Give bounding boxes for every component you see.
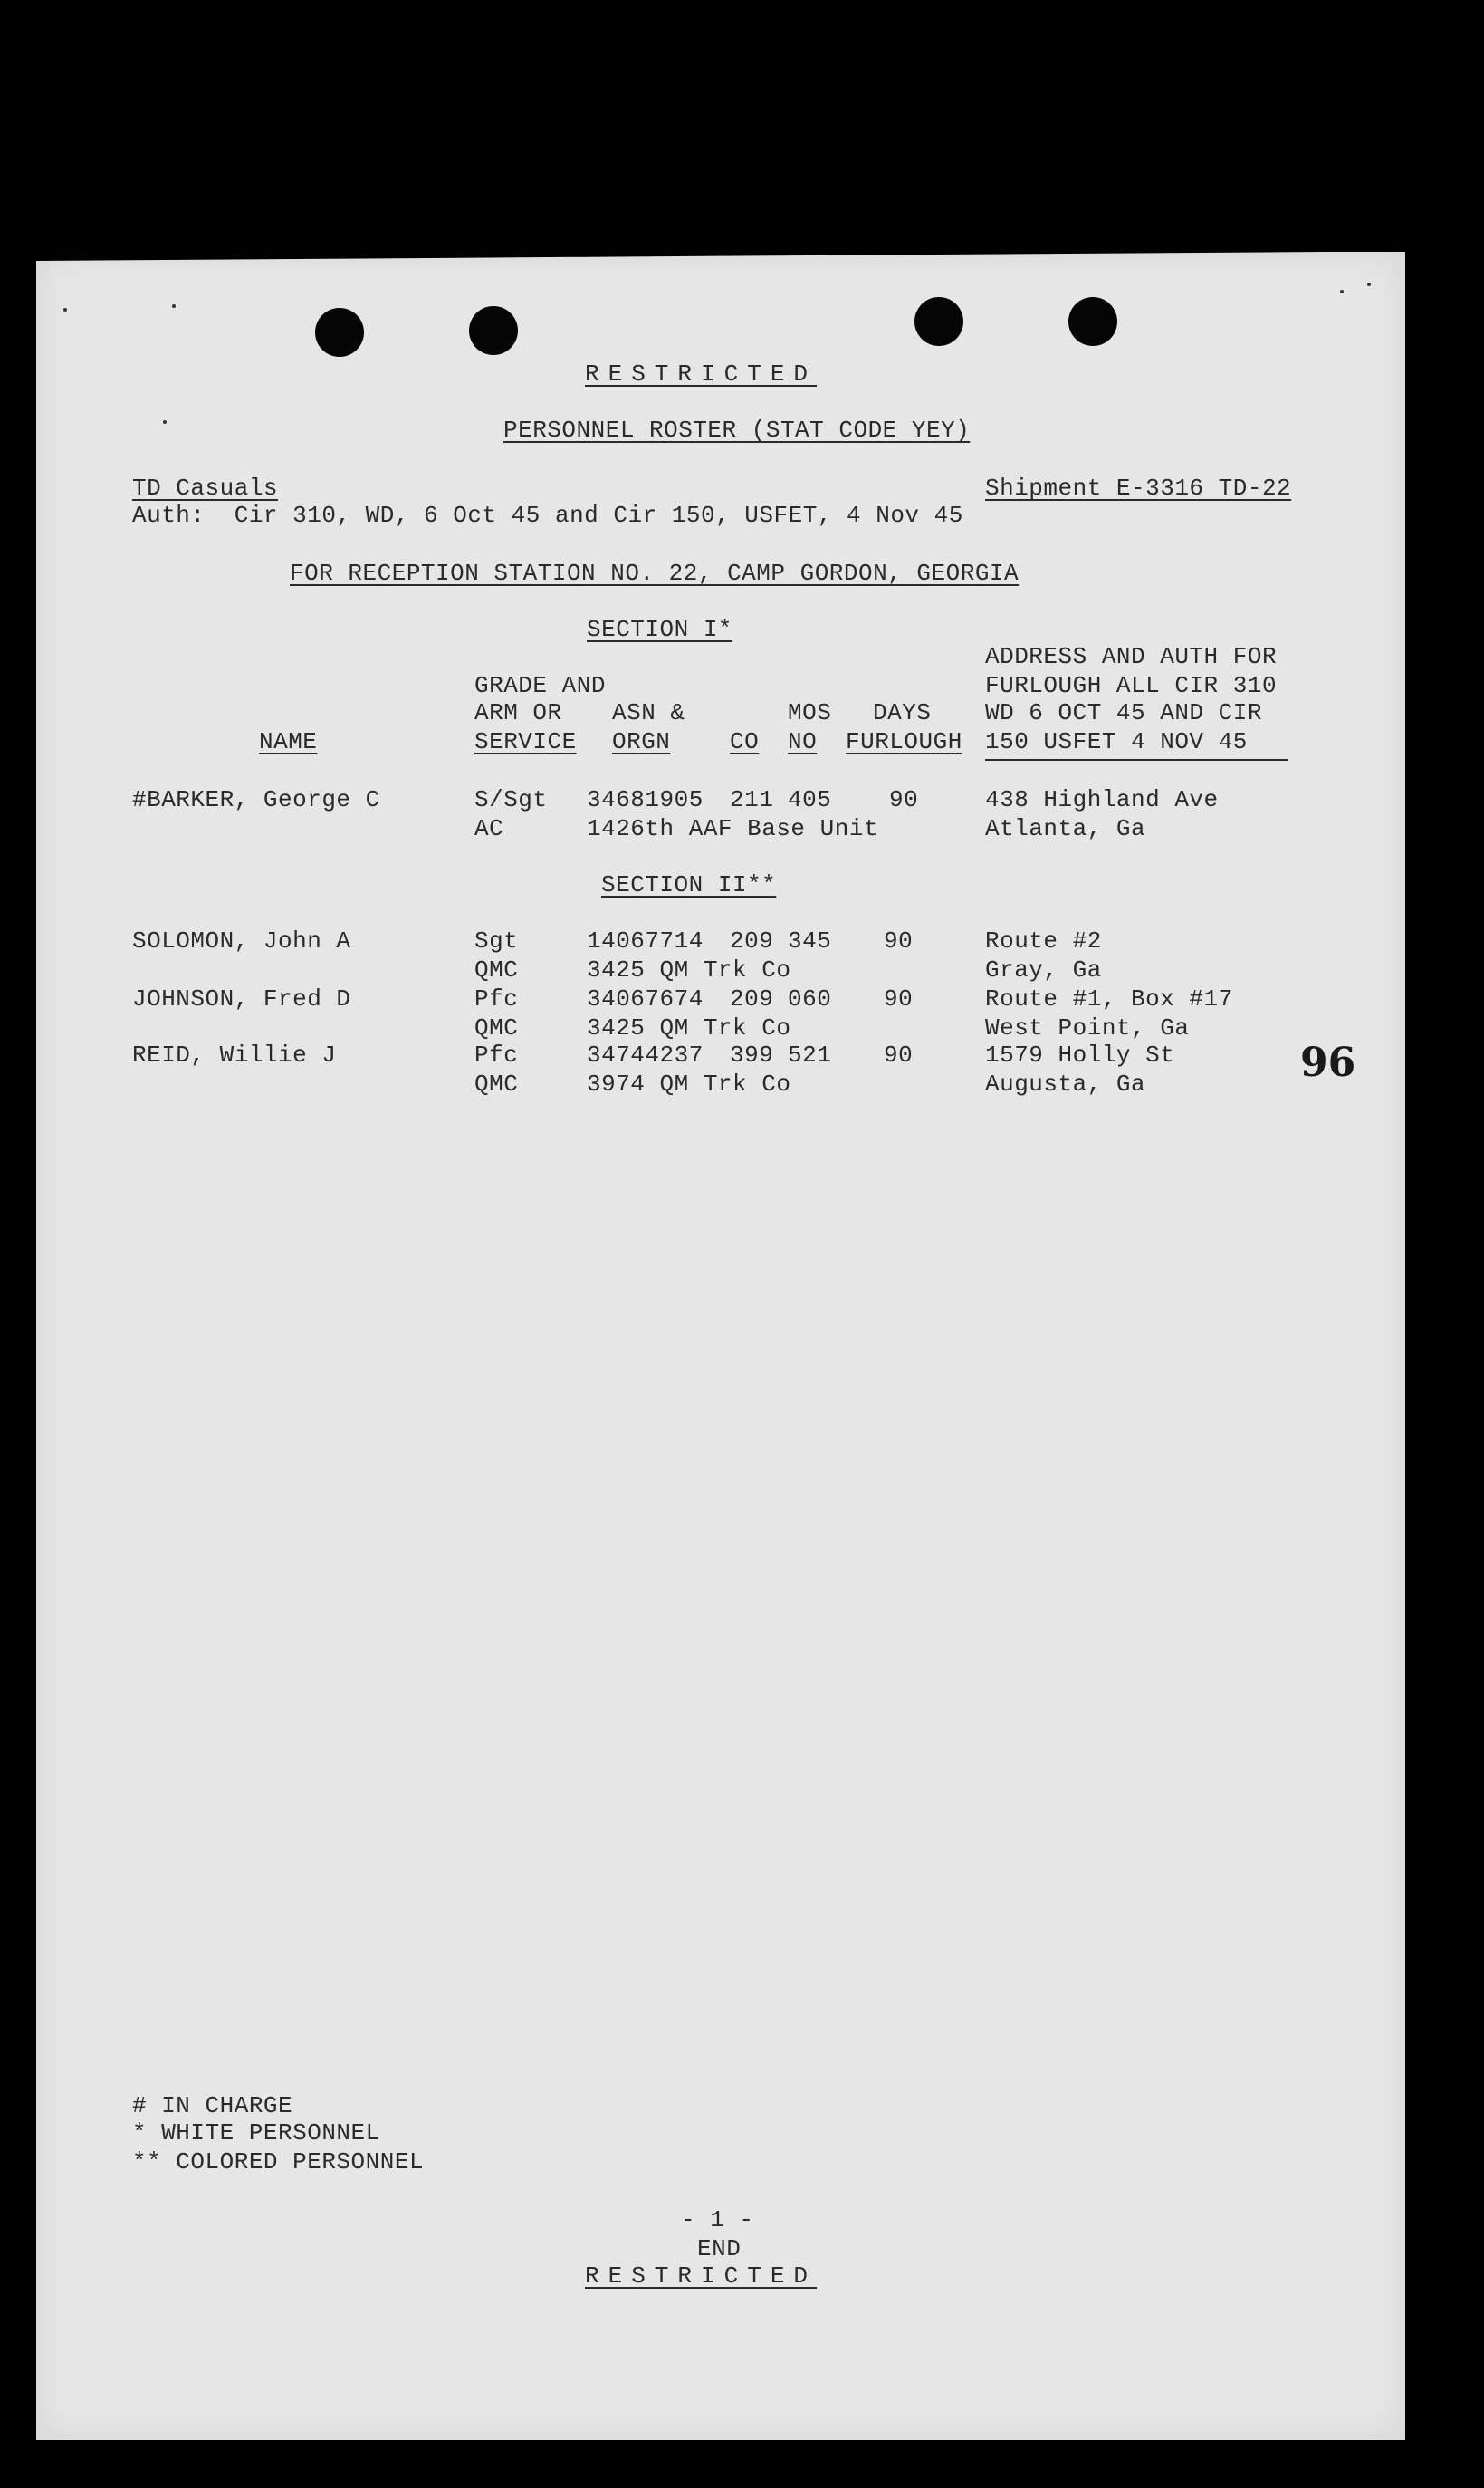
punch-hole [1068,297,1117,346]
legend-line: * WHITE PERSONNEL [132,2119,380,2147]
person-address: Route #1, Box #17 [985,985,1233,1013]
legend-line: # IN CHARGE [132,2092,293,2119]
person-orgn: 1426th AAF Base Unit [587,815,879,842]
col-address-header: ADDRESS AND AUTH FOR [985,643,1278,670]
legend-line: ** COLORED PERSONNEL [132,2148,425,2176]
punch-hole [315,308,364,357]
col-asn-header: ASN & [612,699,685,726]
col-name-header: NAME [259,728,318,755]
person-grade: Pfc [474,985,519,1013]
unit-label: TD Casuals [132,475,279,502]
person-orgn: 3974 QM Trk Co [587,1071,791,1098]
classification-header: RESTRICTED [585,360,818,388]
person-co: 399 [730,1042,774,1069]
authority-line: Auth: Cir 310, WD, 6 Oct 45 and Cir 150, USFET, 4 Nov 45 [132,502,963,529]
punch-hole [469,306,518,355]
person-days: 90 [884,927,914,955]
person-address: 1579 Holly St [985,1042,1175,1069]
page-number: - 1 - [681,2206,754,2233]
paper-speck [163,420,167,424]
person-name: #BARKER, George C [132,786,380,813]
document-title: PERSONNEL ROSTER (STAT CODE YEY) [503,417,971,444]
person-name: JOHNSON, Fred D [132,985,351,1013]
person-name: SOLOMON, John A [132,927,351,955]
person-asn: 34067674 [587,985,704,1013]
col-mos-header: NO [788,728,818,755]
person-address: Gray, Ga [985,956,1102,984]
person-orgn: 3425 QM Trk Co [587,1014,791,1042]
person-days: 90 [884,1042,914,1069]
person-asn: 34744237 [587,1042,704,1069]
person-address: Atlanta, Ga [985,815,1146,842]
paper-speck [1340,290,1344,293]
col-address-underline [985,759,1288,761]
destination-line: FOR RECEPTION STATION NO. 22, CAMP GORDON, GEORGIA [290,560,1020,587]
person-address: 438 Highland Ave [985,786,1219,813]
person-arm: QMC [474,1014,519,1042]
person-days: 90 [884,985,914,1013]
col-grade-header: SERVICE [474,728,577,755]
person-mos: 521 [788,1042,832,1069]
person-asn: 14067714 [587,927,704,955]
person-co: 209 [730,985,774,1013]
paper-speck [1367,283,1371,286]
col-address-header: WD 6 OCT 45 AND CIR [985,699,1262,726]
person-arm: QMC [474,956,519,984]
person-mos: 060 [788,985,832,1013]
person-grade: S/Sgt [474,786,548,813]
person-grade: Sgt [474,927,519,955]
col-days-header: FURLOUGH [846,728,962,755]
section-1-title: SECTION I* [587,616,733,643]
person-co: 209 [730,927,774,955]
punch-hole [914,297,963,346]
col-address-header: FURLOUGH ALL CIR 310 [985,672,1278,699]
person-grade: Pfc [474,1042,519,1069]
person-name: REID, Willie J [132,1042,337,1069]
person-address: Augusta, Ga [985,1071,1146,1098]
col-asn-header: ORGN [612,728,671,755]
page-margin-number: 96 [1300,1040,1356,1086]
paper-speck [172,304,176,308]
person-orgn: 3425 QM Trk Co [587,956,791,984]
person-address: Route #2 [985,927,1102,955]
person-co: 211 [730,786,774,813]
section-2-title: SECTION II** [601,871,777,898]
person-address: West Point, Ga [985,1014,1190,1042]
col-co-header: CO [730,728,760,755]
person-arm: AC [474,815,504,842]
col-grade-header: GRADE AND [474,672,606,699]
person-days: 90 [889,786,919,813]
person-mos: 345 [788,927,832,955]
col-address-header: 150 USFET 4 NOV 45 [985,728,1248,755]
col-mos-header: MOS [788,699,832,726]
classification-footer: RESTRICTED [585,2262,818,2290]
person-asn: 34681905 [587,786,704,813]
col-days-header: DAYS [873,699,932,726]
person-mos: 405 [788,786,832,813]
paper-speck [63,308,67,312]
col-grade-header: ARM OR [474,699,562,726]
shipment-label: Shipment E-3316 TD-22 [985,475,1292,502]
end-marker: END [697,2235,742,2262]
person-arm: QMC [474,1071,519,1098]
